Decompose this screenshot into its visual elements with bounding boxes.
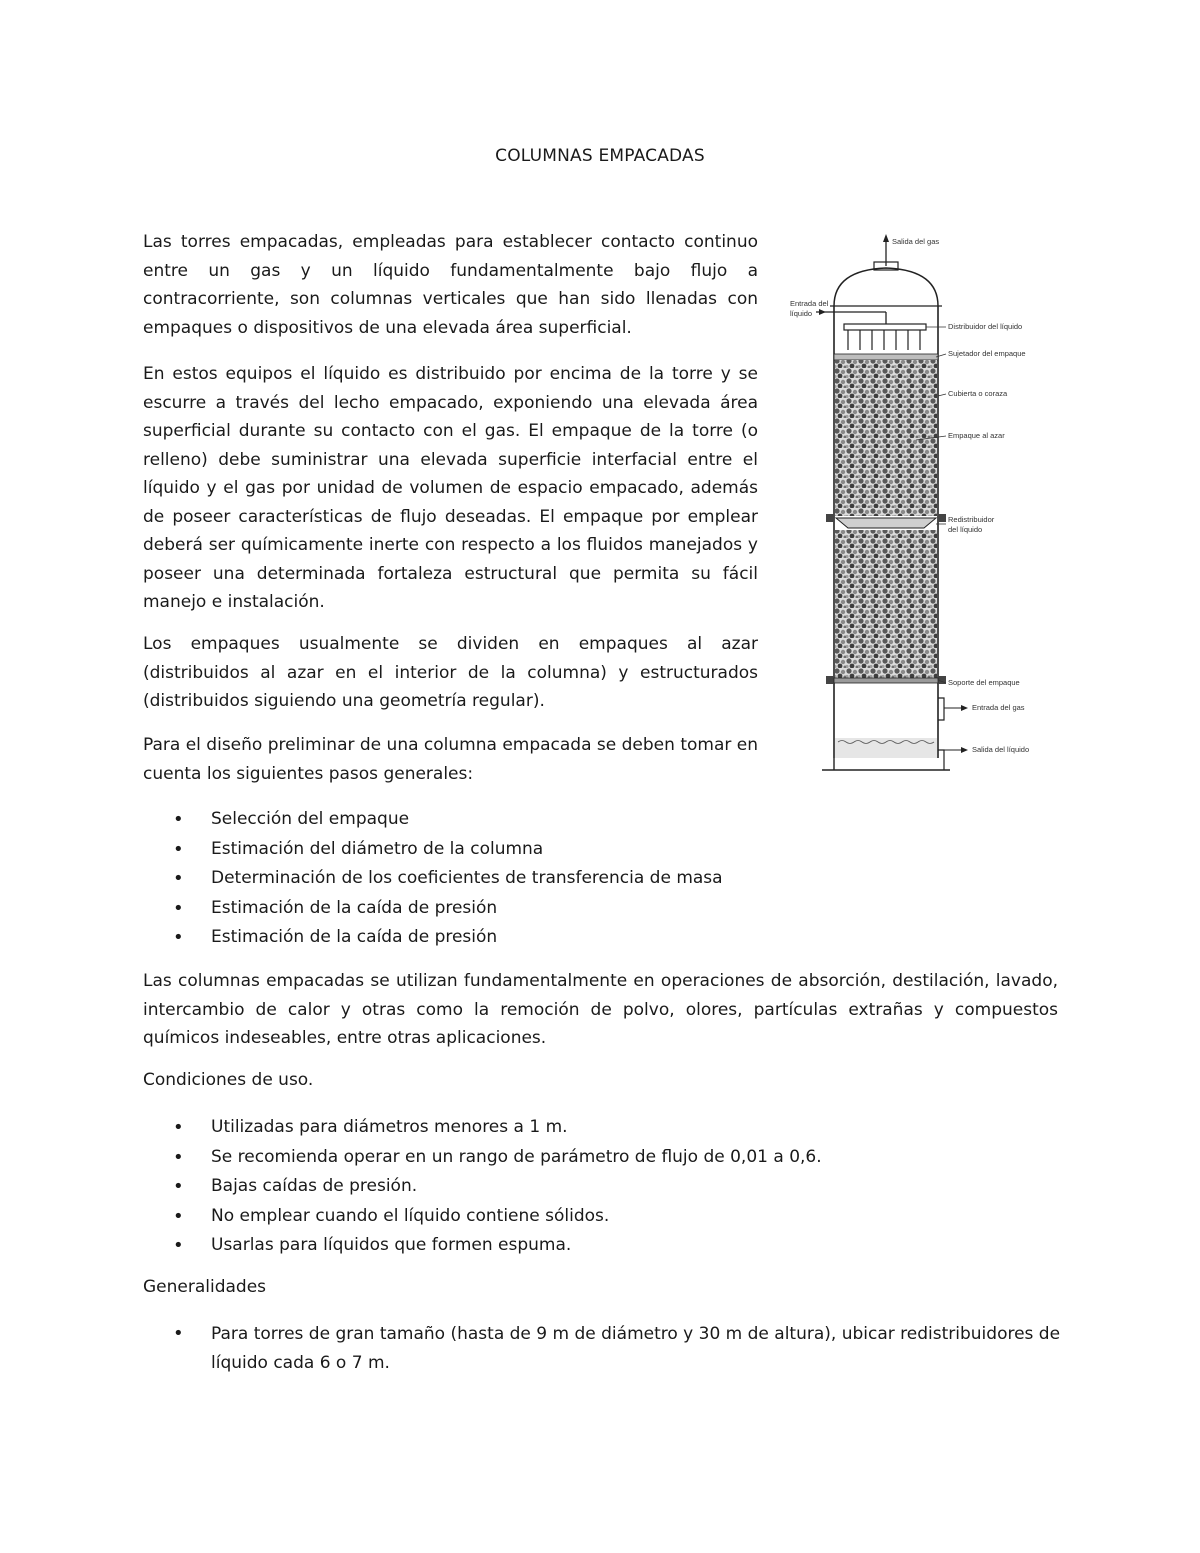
description-paragraph: En estos equipos el líquido es distribuido por encima de la torre y se escurre a través del lecho empacado, exponiendo una elevada área superficial durante su contacto con el gas. El empaque de la torre (o relleno) debe suministrar una elevada superficie interfacial entre el líquido y el gas por unidad de volumen de espacio empacado, además de poseer características de flujo deseadas. El empaque por emplear deberá ser químicamente inerte con respecto a los fluidos manejados y poseer una determinada fortaleza estructural que permita su fácil manejo e instalación. <box>143 364 758 612</box>
design-steps-intro: Para el diseño preliminar de una columna empacada se deben tomar en cuenta los siguientes pasos generales: <box>143 735 758 784</box>
intro-paragraph: Las torres empacadas, empleadas para establecer contacto continuo entre un gas y un líquido fundamentalmente bajo flujo a contracorriente, son columnas verticales que han sido llenadas con empaques o dispositivos de una elevada área superficial. <box>143 232 758 338</box>
label-liquid-inlet-1: Entrada del <box>790 299 829 308</box>
label-gas-outlet: Salida del gas <box>892 237 940 246</box>
liquid-distributor <box>844 324 926 330</box>
label-liquid-outlet: Salida del líquido <box>972 745 1030 754</box>
general-heading: Generalidades <box>143 1277 267 1297</box>
lower-packed-bed <box>835 530 937 678</box>
label-gas-inlet: Entrada del gas <box>972 703 1025 712</box>
column-dome <box>834 268 938 306</box>
list-item: • Estimación del diámetro de la columna <box>143 835 1063 865</box>
conditions-heading: Condiciones de uso. <box>143 1070 314 1090</box>
label-redistributor-1: Redistribuidor <box>948 515 995 524</box>
packing-holddown <box>834 354 938 360</box>
label-random-packing: Empaque al azar <box>948 431 1005 440</box>
label-distributor: Distribuidor del líquido <box>948 322 1023 331</box>
list-item: • Estimación de la caída de presión <box>143 894 1063 924</box>
packed-column-diagram <box>786 228 1056 780</box>
list-item: • Utilizadas para diámetros menores a 1 m. <box>143 1113 1063 1143</box>
liquid-redistributor <box>836 518 936 528</box>
conditions-list <box>143 1113 1063 1261</box>
arrow-up-icon <box>883 234 889 242</box>
applications-paragraph: Las columnas empacadas se utilizan fundamentalmente en operaciones de absorción, destilación, lavado, intercambio de calor y otras como la remoción de polvo, olores, partículas extrañas y compuestos químicos indeseables, entre otras aplicaciones. <box>143 971 1058 1048</box>
upper-packed-bed <box>835 360 937 516</box>
page-title: COLUMNAS EMPACADAS <box>495 146 705 166</box>
redistributor-flange-left <box>826 514 834 522</box>
list-item: • Determinación de los coeficientes de transferencia de masa <box>143 864 1063 894</box>
gas-inlet-nozzle <box>938 698 944 720</box>
general-list <box>143 1320 1063 1377</box>
arrow-right-icon <box>819 309 826 315</box>
arrow-right-icon <box>961 705 968 711</box>
label-shell: Cubierta o coraza <box>948 389 1008 398</box>
list-item: • Se recomienda operar en un rango de parámetro de flujo de 0,01 a 0,6. <box>143 1143 1063 1173</box>
design-steps-list <box>143 805 1063 953</box>
list-item: • Estimación de la caída de presión <box>143 923 1063 953</box>
list-item: • Selección del empaque <box>143 805 1063 835</box>
packing-types-paragraph: Los empaques usualmente se dividen en empaques al azar (distribuidos al azar en el interior de la columna) y estructurados (distribuidos siguiendo una geometría regular). <box>143 634 758 711</box>
liquid-outlet-pipe <box>938 750 944 770</box>
label-support: Soporte del empaque <box>948 678 1020 687</box>
arrow-right-icon <box>961 747 968 753</box>
label-redistributor-2: del líquido <box>948 525 983 534</box>
distributor-legs <box>848 330 920 350</box>
liquid-pool <box>835 738 937 758</box>
list-item: • Bajas caídas de presión. <box>143 1172 1063 1202</box>
list-item: • No emplear cuando el líquido contiene sólidos. <box>143 1202 1063 1232</box>
list-item: • Usarlas para líquidos que formen espuma. <box>143 1231 1063 1261</box>
packing-support <box>834 678 938 683</box>
label-liquid-inlet-2: líquido <box>790 309 813 318</box>
redistributor-flange-right <box>938 514 946 522</box>
list-item: • Para torres de gran tamaño (hasta de 9 m de diámetro y 30 m de altura), ubicar redistribuidores de líquido cada 6 o 7 m. <box>143 1320 1063 1377</box>
label-holddown: Sujetador del empaque <box>948 349 1026 358</box>
